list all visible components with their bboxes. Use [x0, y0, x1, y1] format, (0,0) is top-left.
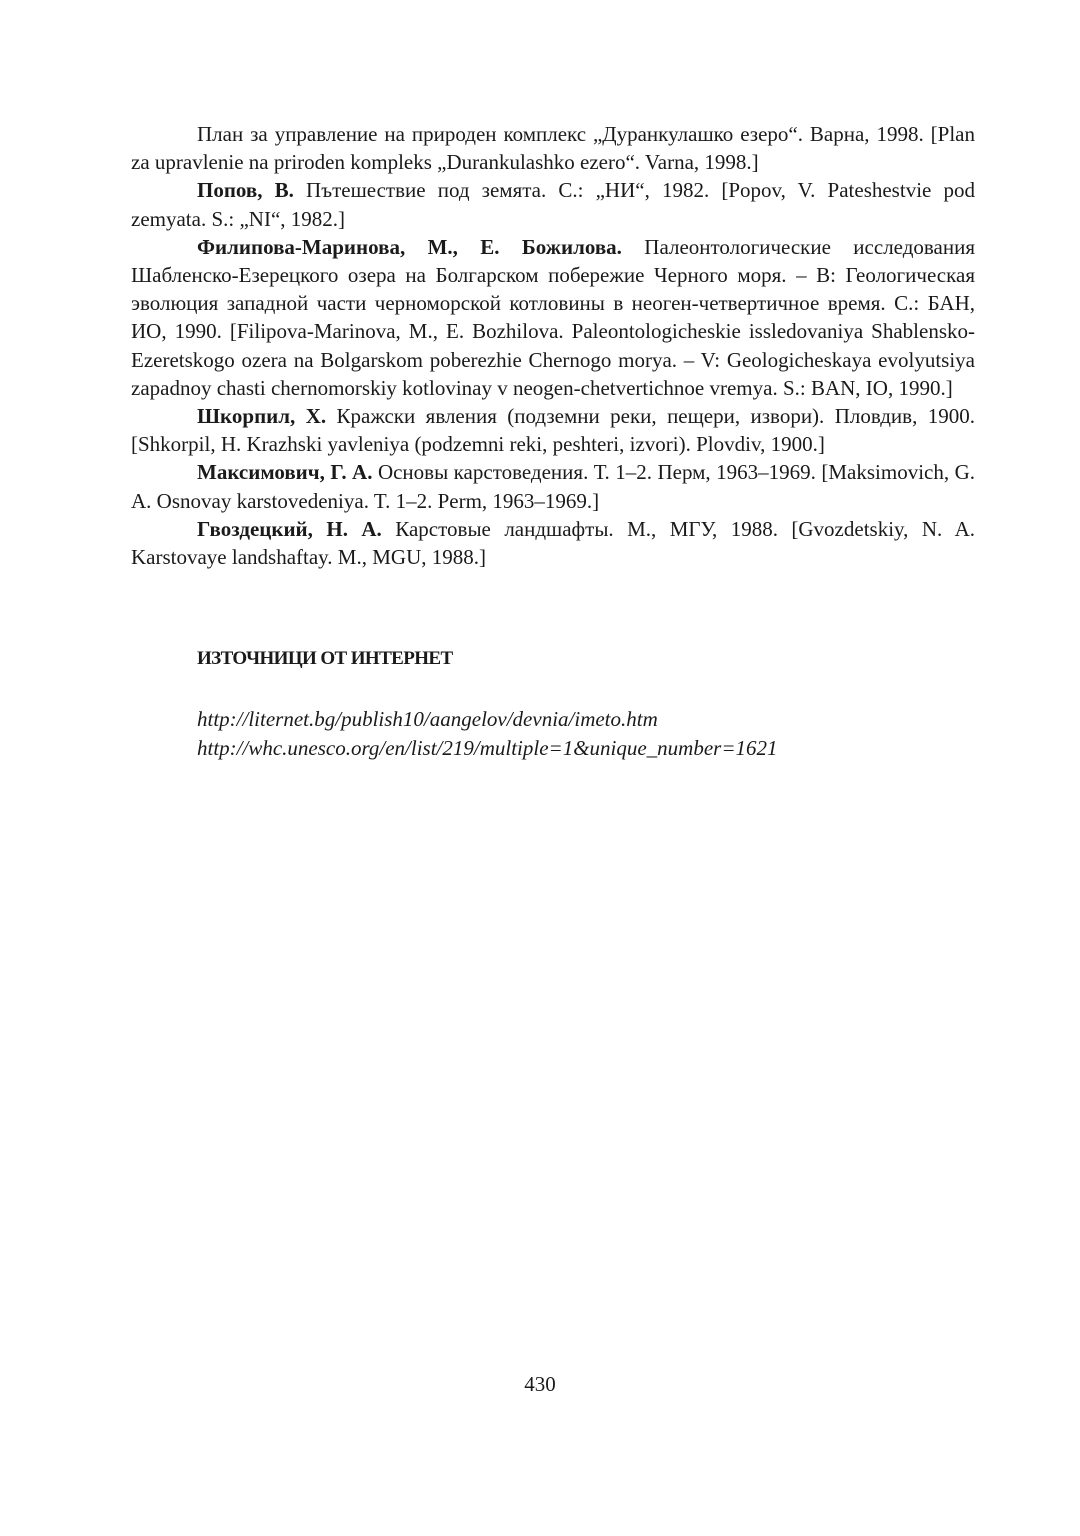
entry-author: Гвоздецкий, Н. А.: [197, 516, 382, 541]
bibliography-entry: [131, 458, 975, 514]
entry-author: Максимович, Г. А.: [197, 460, 373, 485]
page-number: 430: [524, 1372, 556, 1396]
bibliography-entry: [131, 176, 975, 232]
entry-text: План за управление на природен комплекс „Дуранкулашко езеро“. Варна, 1998. [Plan za upravlenie na priroden kompleks „Durankulashko ezero“. Varna, 1998.]: [131, 122, 975, 175]
page-content: [131, 120, 975, 760]
bibliography-entry: [131, 120, 975, 176]
entry-text: Карстовые ландшафты. М., МГУ, 1988. [Gvozdetskiy, N. A. Karstovaye landshaftay. M., MGU, 1988.]: [131, 516, 975, 570]
bibliography-entry: [131, 515, 975, 571]
source-link[interactable]: http://liternet.bg/publish10/aangelov/devnia/imeto.htm: [197, 707, 658, 731]
entry-text: Основы карстоведения. Т. 1–2. Перм, 1963–1969. [Maksimovich, G. A. Osnovay karstovedeniya. T. 1–2. Perm, 1963–1969.]: [131, 460, 975, 513]
bibliography-entry: [131, 233, 975, 402]
internet-sources-list: [197, 705, 778, 763]
entry-author: Шкорпил, Х.: [197, 404, 327, 429]
entry-text: Палеонтологические исследования Шабленско-Езерецкого озера на Болгарском побережие Черного моря. – В: Геологическая эволюция западной части черноморской котловины в неоген-четвертичное время. С.: БАН, ИО, 1990. [Filipova-Marinova, M., E. Bozhilova. Paleontologicheskie issledovaniya Shablensko-Ezeretskogo ozera na Bolgarskom poberezhie Chernogo morya. – V: Geologicheskaya evolyutsiya zapadnoy chasti chernomorskiy kotlovinay v neogen-chetvertichnoe vremya. S.: BAN, IO, 1990.]: [131, 234, 975, 400]
internet-sources-heading: ИЗТОЧНИЦИ ОТ ИНТЕРНЕТ: [197, 648, 453, 669]
entry-author: Попов, В.: [197, 178, 294, 203]
entry-author: Филипова-Маринова, М., Е. Божилова.: [197, 234, 622, 259]
entry-text: Кражски явления (подземни реки, пещери, извори). Пловдив, 1900. [Shkorpil, H. Krazhski yavleniya (podzemni reki, peshteri, izvori). Plovdiv, 1900.]: [131, 404, 975, 457]
bibliography-entry: [131, 402, 975, 458]
source-link[interactable]: http://whc.unesco.org/en/list/219/multiple=1&unique_number=1621: [197, 736, 778, 760]
entry-text: Пътешествие под земята. С.: „НИ“, 1982. [Popov, V. Pateshestvie pod zemyata. S.: „NI“, 1982.]: [131, 178, 975, 231]
